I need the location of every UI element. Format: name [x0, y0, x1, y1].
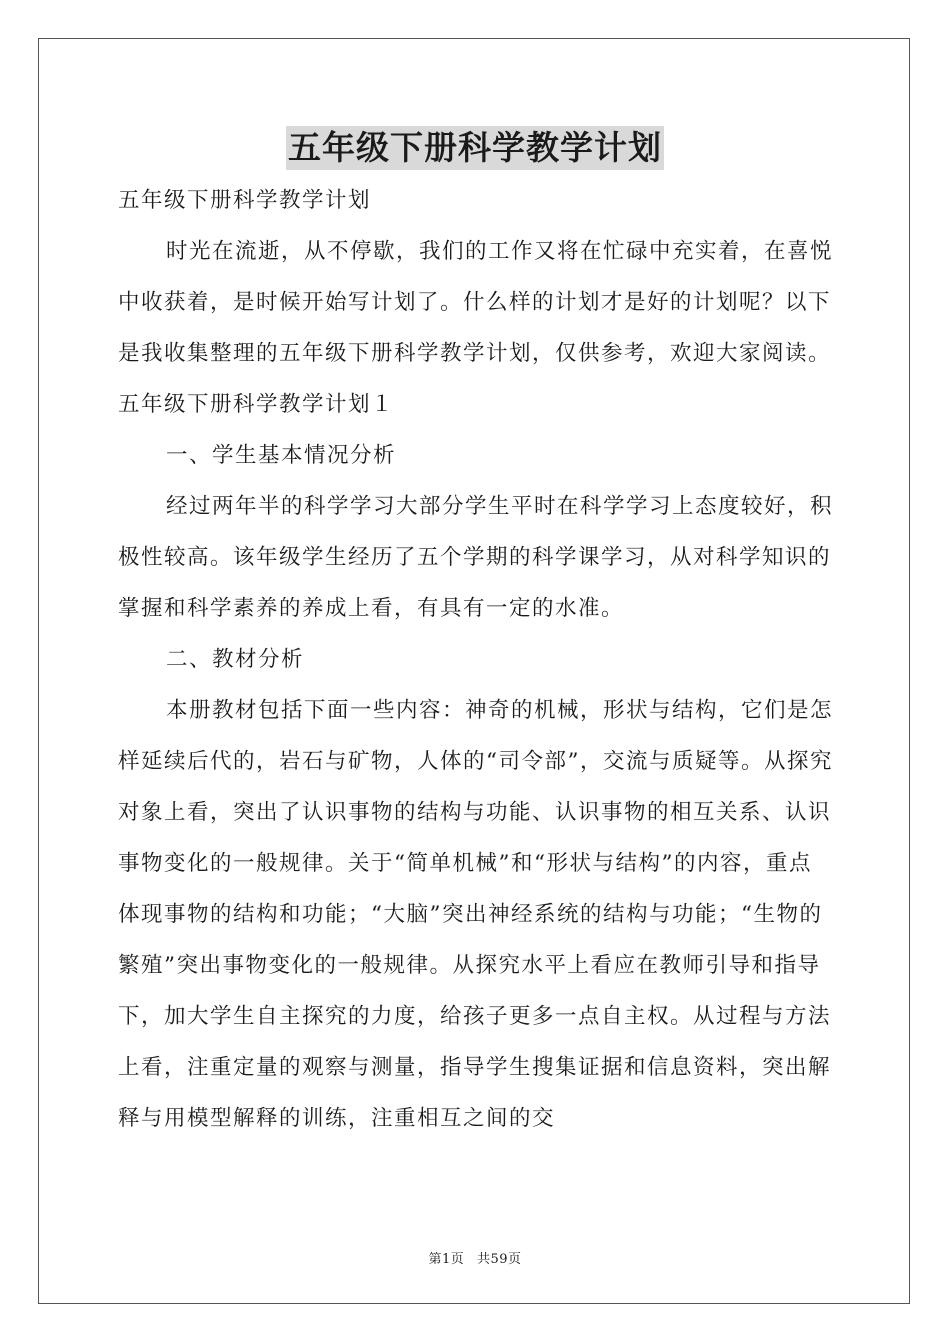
- intro-paragraph: 时光在流逝，从不停歇，我们的工作又将在忙碌中充实着，在喜悦中收获着，是时候开始写计划了。什么样的计划才是好的计划呢？以下是我收集整理的五年级下册科学教学计划，仅供参考，欢迎大家阅读。: [118, 239, 834, 366]
- document-body: [118, 175, 834, 1144]
- section-title: 五年级下册科学教学计划１: [118, 392, 395, 417]
- subtitle: 五年级下册科学教学计划: [118, 188, 372, 213]
- heading-textbook-analysis: 二、教材分析: [166, 647, 305, 672]
- page-number: 第1页: [428, 1252, 465, 1267]
- heading-student-analysis: 一、学生基本情况分析: [166, 443, 397, 468]
- page-footer: [0, 1248, 950, 1267]
- paragraph-student-analysis: 经过两年半的科学学习大部分学生平时在科学学习上态度较好，积极性较高。该年级学生经历了五个学期的科学课学习，从对科学知识的掌握和科学素养的养成上看，有具有一定的水准。: [118, 494, 834, 621]
- paragraph-textbook-analysis: 本册教材包括下面一些内容：神奇的机械，形状与结构，它们是怎样延续后代的，岩石与矿物，人体的“司令部”，交流与质疑等。从探究对象上看，突出了认识事物的结构与功能、认识事物的相互关系、认识事物变化的一般规律。关于“简单机械”和“形状与结构”的内容，重点体现事物的结构和功能；“大脑”突出神经系统的结构与功能；“生物的繁殖”突出事物变化的一般规律。从探究水平上看应在教师引导和指导下，加大学生自主探究的力度，给孩子更多一点自主权。从过程与方法上看，注重定量的观察与测量，指导学生搜集证据和信息资料，突出解释与用模型解释的训练，注重相互之间的交: [118, 698, 834, 1131]
- page-total: 共59页: [476, 1252, 522, 1267]
- document-title: 五年级下册科学教学计划: [286, 126, 664, 170]
- title-container: [0, 126, 950, 170]
